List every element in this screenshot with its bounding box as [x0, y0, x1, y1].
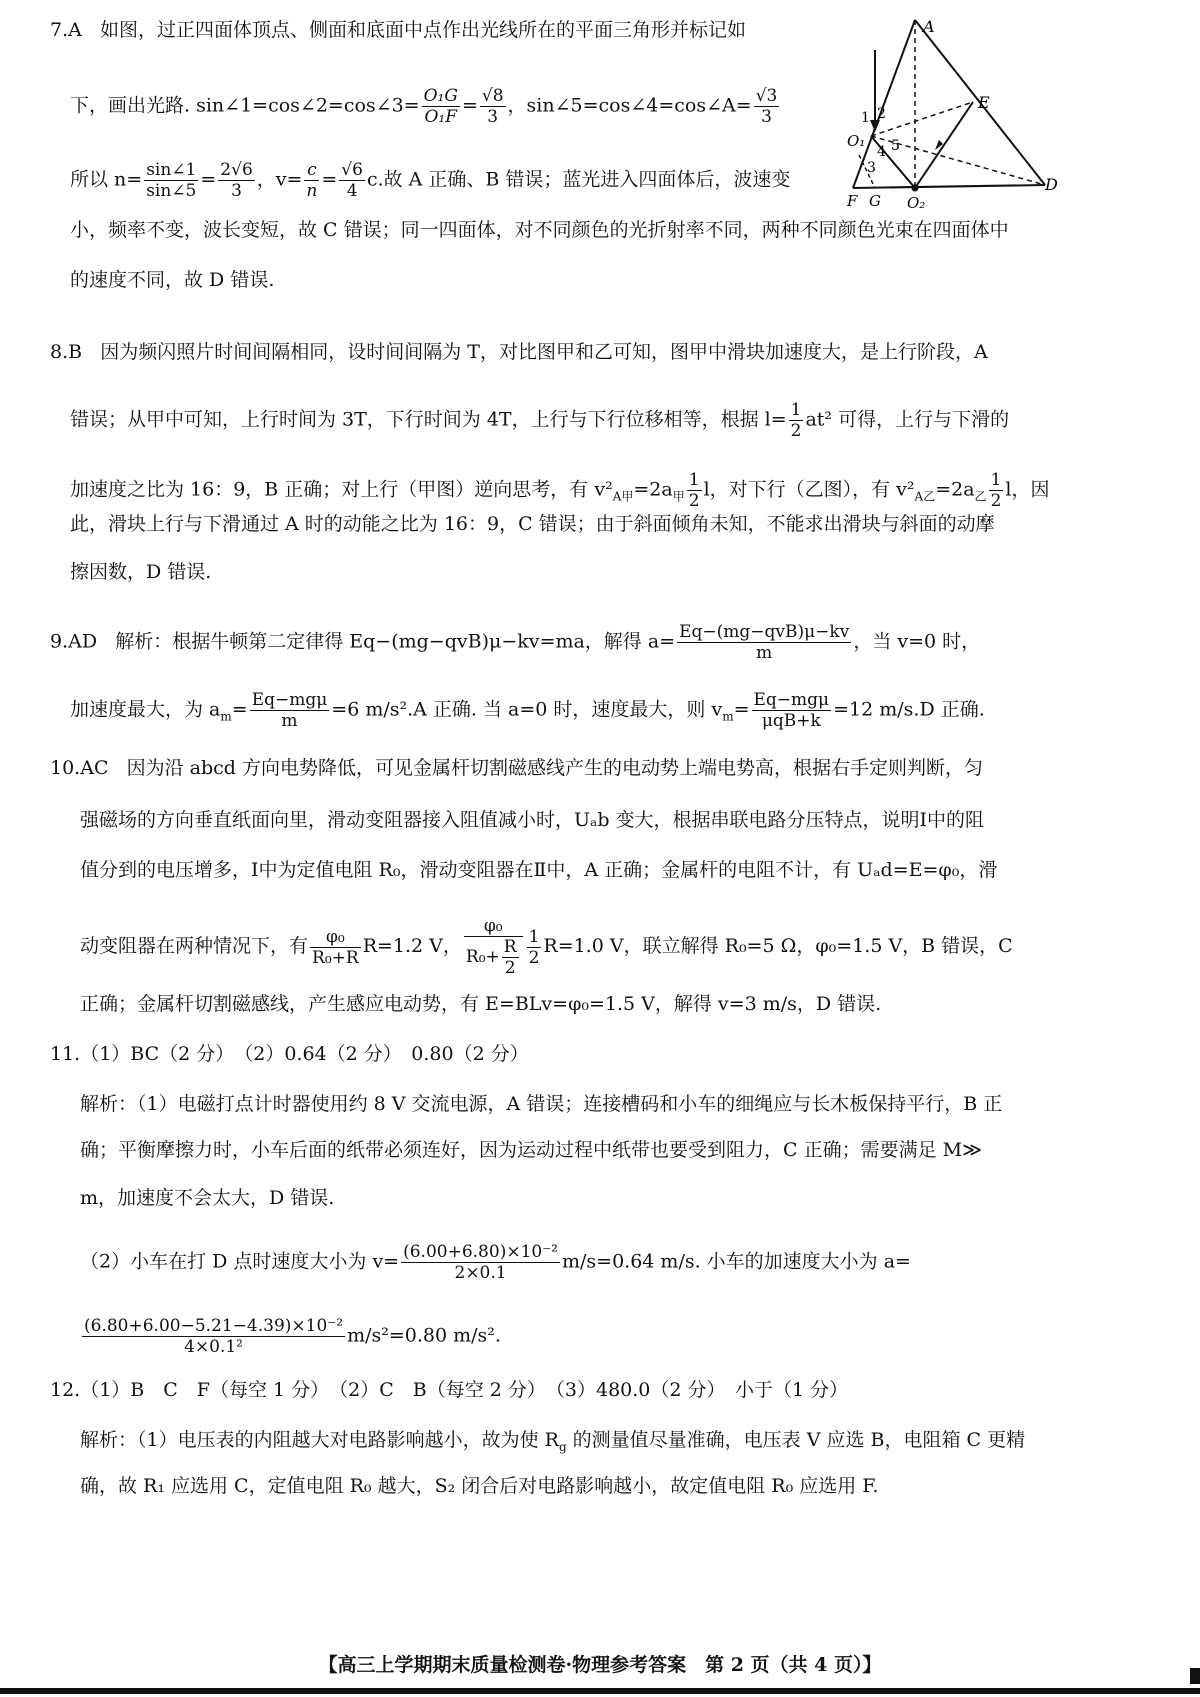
q11-text-4d: m/s=0.64 m/s. 小车的加速度大小为 a=: [562, 1250, 911, 1273]
frac-num: O₁G: [423, 86, 458, 106]
q7-text-3a: 所以 n=: [70, 168, 143, 191]
frac-num: Eq−(mg−qvB)μ−kv: [679, 622, 850, 642]
frac-den: m: [281, 711, 298, 731]
frac-den: μqB+k: [761, 711, 821, 731]
q12-header: 12.（1）B C F（每空 1 分） （2）C B（每空 2 分） （3）480.0（2 分） 小于（1 分）: [50, 1379, 849, 1401]
frac-num: φ₀: [310, 927, 361, 948]
q8-line-1: [50, 340, 988, 364]
frac-num: 1: [990, 470, 1002, 490]
q7-line-5: 的速度不同，故 D 错误.: [70, 269, 275, 291]
frac-den: 2×0.1: [454, 1263, 507, 1283]
q11-text-5c: m/s²=0.80 m/s².: [347, 1324, 501, 1347]
q11-line-4: [80, 1242, 911, 1283]
q11-text-4a: （2）小车在打 D 点时速度大小为 v=: [80, 1250, 400, 1273]
page-footer: 【高三上学期期末质量检测卷·物理参考答案 第 2 页（共 4 页）】: [318, 1654, 882, 1676]
q10-line-4: [80, 916, 1013, 978]
q8-number: 8.: [50, 341, 69, 363]
frac-den: [464, 937, 523, 978]
angle-5: 5: [891, 138, 900, 154]
den-r0: R₀+: [465, 947, 500, 967]
frac-den: 2: [528, 947, 540, 968]
q7-text-3g: ，v=: [256, 168, 303, 191]
frac-den: n: [306, 181, 318, 201]
q10-text-4k: R=1.0 V，联立解得 R₀=5 Ω，φ₀=1.5 V，B 错误，C: [543, 935, 1013, 957]
q8-line-5: 擦因数，D 错误.: [70, 561, 212, 583]
frac-phi-r0r: [310, 927, 361, 968]
frac-den: 2: [504, 958, 516, 978]
angle-4: 4: [877, 144, 886, 160]
frac-half-2: [989, 470, 1004, 511]
frac-velocity: [401, 1242, 560, 1283]
q9-line-2: [70, 690, 985, 731]
frac-den: m: [756, 643, 773, 663]
frac-acceleration: [82, 1316, 345, 1357]
q7-text-2h: ，sin∠5=cos∠4=cos∠A=: [507, 94, 752, 117]
q9-text-1a: 解析：根据牛顿第二定律得 Eq−(mg−qvB)μ−kv=ma，解得 a=: [115, 630, 676, 653]
frac-num: Eq−mgμ: [753, 690, 830, 710]
q10-line-3: 值分到的电压增多，Ⅰ中为定值电阻 R₀，滑动变阻器在Ⅱ中，A 正确；金属杆的电阻不计，有 Uₐd=E=φ₀，滑: [80, 859, 998, 881]
frac-den: 2: [688, 491, 700, 511]
frac-den: 3: [487, 107, 499, 127]
frac-num: 1: [790, 400, 802, 420]
q10-text-1: 因为沿 abcd 方向电势降低，可见金属杆切割磁感线产生的电动势上端电势高，根据右手定则判断，匀: [126, 757, 983, 779]
sub-g: g: [558, 1439, 567, 1454]
q12-text-1b: 的测量值尽量准确，电压表 V 应选 B，电阻箱 C 更精: [566, 1429, 1026, 1451]
q7-text-2a: 下，画出光路.: [70, 94, 191, 117]
q10-number: 10.: [50, 757, 81, 779]
q8-text-3a: 加速度之比为 16：9，B 正确；对上行（甲图）逆向思考，有 v²: [70, 478, 613, 501]
eq-sign: =: [321, 168, 338, 191]
eq-sign: =: [733, 698, 750, 721]
q7-number: 7.: [50, 19, 69, 41]
frac-phi-r0-halfr: [464, 916, 523, 978]
label-o2: O₂: [907, 194, 926, 210]
frac-den: R₀+R: [312, 947, 359, 968]
q8-line-2: [70, 400, 1009, 441]
frac-num: 1: [688, 470, 700, 490]
angle-2: 2: [877, 106, 886, 122]
q8-text-1: 因为频闪照片时间间隔相同，设时间间隔为 T，对比图甲和乙可知，图甲中滑块加速度大，是上行阶段，A: [100, 341, 988, 363]
label-o1: O₁: [847, 132, 866, 150]
q10-text-4d: R=1.2 V，: [362, 935, 462, 957]
q7-line-3: [70, 160, 790, 201]
frac-root8-3: [480, 86, 506, 127]
label-g: G: [869, 192, 881, 210]
label-e: E: [978, 93, 990, 112]
q9-line-1: [50, 622, 980, 663]
q8-line-3: [70, 470, 1049, 511]
frac-root3-3: [754, 86, 780, 127]
angle-3: 3: [867, 160, 876, 176]
dash-o1-e: [871, 102, 973, 136]
point-o2: [912, 185, 919, 192]
sub-yi: 乙: [974, 489, 987, 504]
frac-2root6-3: [218, 160, 254, 201]
sub-jia: 甲: [672, 489, 685, 504]
page-edge-mark: [1190, 1668, 1200, 1684]
q8-line-4: 此，滑块上行与下滑通过 A 时的动能之比为 16：9，C 错误；由于斜面倾角未知，不能求出滑块与斜面的动摩: [70, 513, 995, 535]
q7-text-3m: c.故 A 正确、B 错误；蓝光进入四面体后，波速变: [366, 168, 791, 191]
frac-num: (6.80+6.00−5.21−4.39)×10⁻²: [84, 1316, 344, 1336]
frac-den: 3: [231, 181, 242, 201]
frac-1-2: [789, 400, 804, 441]
q11-line-1: 解析：（1）电磁打点计时器使用约 8 V 交流电源，A 错误；连接槽码和小车的细绳应与长木板保持平行，B 正: [80, 1093, 1003, 1115]
sub-m: m: [220, 709, 232, 724]
frac-den: 3: [761, 107, 772, 127]
angle-1: 1: [861, 110, 870, 126]
q7-answer: A: [68, 19, 82, 41]
q11-line-3: m，加速度不会太大，D 错误.: [80, 1187, 335, 1209]
sub-a-yi: A乙: [914, 489, 936, 504]
q8-text-3g: l，对下行（乙图），有 v²: [703, 478, 915, 501]
q10-answer: AC: [80, 757, 109, 779]
frac-sin1-sin5: [144, 160, 198, 201]
footer-rule: [0, 1688, 1200, 1694]
frac-den: 4×0.1²: [184, 1337, 243, 1357]
q8-text-2a: 错误；从甲中可知，上行时间为 3T，下行时间为 4T，上行与下行位移相等，根据 l=: [70, 408, 787, 431]
sub-a-jia: A甲: [612, 489, 634, 504]
frac-num: 2√6: [220, 160, 253, 180]
frac-accel: [677, 622, 851, 663]
frac-num: R: [503, 937, 517, 957]
edge-fd: [853, 185, 1045, 188]
label-f: F: [847, 192, 858, 210]
frac-den: sin∠5: [146, 181, 197, 201]
q7-line-2: [70, 86, 781, 127]
frac-vmax: [752, 690, 832, 731]
q7-line-1: [50, 18, 746, 42]
frac-den: 2: [790, 421, 802, 441]
q9-text-2k: =12 m/s.D 正确.: [833, 698, 985, 721]
q10-line-2: 强磁场的方向垂直纸面向里，滑动变阻器接入阻值减小时，Uₐb 变大，根据串联电路分压特点，说明Ⅰ中的阻: [80, 809, 985, 831]
frac-c-n: [304, 160, 319, 201]
ray-o2-e: [915, 102, 973, 188]
q8-text-3i: =2a: [935, 478, 975, 501]
q9-text-1d: ，当 v=0 时，: [853, 630, 981, 653]
q10-text-4a: 动变阻器在两种情况下，有: [80, 935, 309, 957]
frac-num: c: [304, 160, 319, 181]
sub-m: m: [722, 709, 734, 724]
q11-header: 11.（1）BC（2 分） （2）0.64（2 分） 0.80（2 分）: [50, 1043, 529, 1065]
q8-text-3m: l，因: [1005, 478, 1050, 501]
q9-answer: AD: [68, 630, 98, 653]
frac-num: √8: [481, 86, 504, 106]
q11-line-2: 确；平衡摩擦力时，小车后面的纸带必须连好，因为运动过程中纸带也要受到阻力，C 正确；需要满足 M≫: [80, 1139, 982, 1161]
q9-text-2a: 加速度最大，为 a: [70, 698, 221, 721]
frac-num: √6: [341, 160, 363, 180]
frac-amax: [250, 690, 330, 731]
q12-line-2: 确，故 R₁ 应选用 C，定值电阻 R₀ 越大，S₂ 闭合后对电路影响越小，故定值电阻 R₀ 应选用 F.: [80, 1475, 879, 1497]
q10-line-1: [50, 756, 983, 780]
frac-root6-4: [339, 160, 365, 201]
frac-den: 2: [990, 491, 1002, 511]
frac-num: sin∠1: [146, 160, 197, 180]
frac-num: Eq−mgμ: [251, 690, 328, 710]
frac-o1g-o1f: [422, 86, 460, 127]
frac-num: (6.00+6.80)×10⁻²: [403, 1242, 558, 1262]
eq-sign: =: [231, 698, 248, 721]
eq-sign: =: [461, 94, 478, 117]
tetrahedron-figure: [845, 10, 1060, 210]
q12-text-1a: 解析：（1）电压表的内阻越大对电路影响越小，故为使 R: [80, 1429, 559, 1451]
q7-text-2b: sin∠1=cos∠2=cos∠3=: [196, 94, 420, 117]
q7-text-1: 如图，过正四面体顶点、侧面和底面中点作出光线所在的平面三角形并标记如: [100, 19, 747, 41]
q12-line-1: [80, 1428, 1025, 1452]
q11-line-5: [80, 1316, 501, 1357]
frac-num: φ₀: [464, 916, 523, 937]
frac-den: O₁F: [424, 107, 458, 127]
q9-number: 9.: [50, 630, 69, 653]
frac-r-2: [502, 937, 519, 978]
frac-half-1: [687, 470, 702, 511]
frac-den: 4: [346, 181, 358, 201]
eq-sign: =: [200, 168, 217, 191]
q8-text-2d: at² 可得，上行与下滑的: [805, 408, 1010, 431]
q9-text-2f: =6 m/s².A 正确. 当 a=0 时，速度最大，则 v: [331, 698, 723, 721]
frac-1-2: [527, 927, 542, 968]
q10-line-5: 正确；金属杆切割磁感线，产生感应电动势，有 E=BLv=φ₀=1.5 V，解得 v=3 m/s，D 错误.: [80, 993, 882, 1015]
label-a: A: [923, 17, 935, 36]
q7-line-4: 小，频率不变，波长变短，故 C 错误；同一四面体，对不同颜色的光折射率不同，两种不同颜色光束在四面体中: [70, 219, 1009, 241]
frac-num: 1: [528, 926, 540, 947]
q8-answer: B: [68, 341, 83, 363]
frac-num: √3: [755, 86, 778, 106]
q8-text-3c: =2a: [633, 478, 673, 501]
label-d: D: [1045, 175, 1058, 194]
